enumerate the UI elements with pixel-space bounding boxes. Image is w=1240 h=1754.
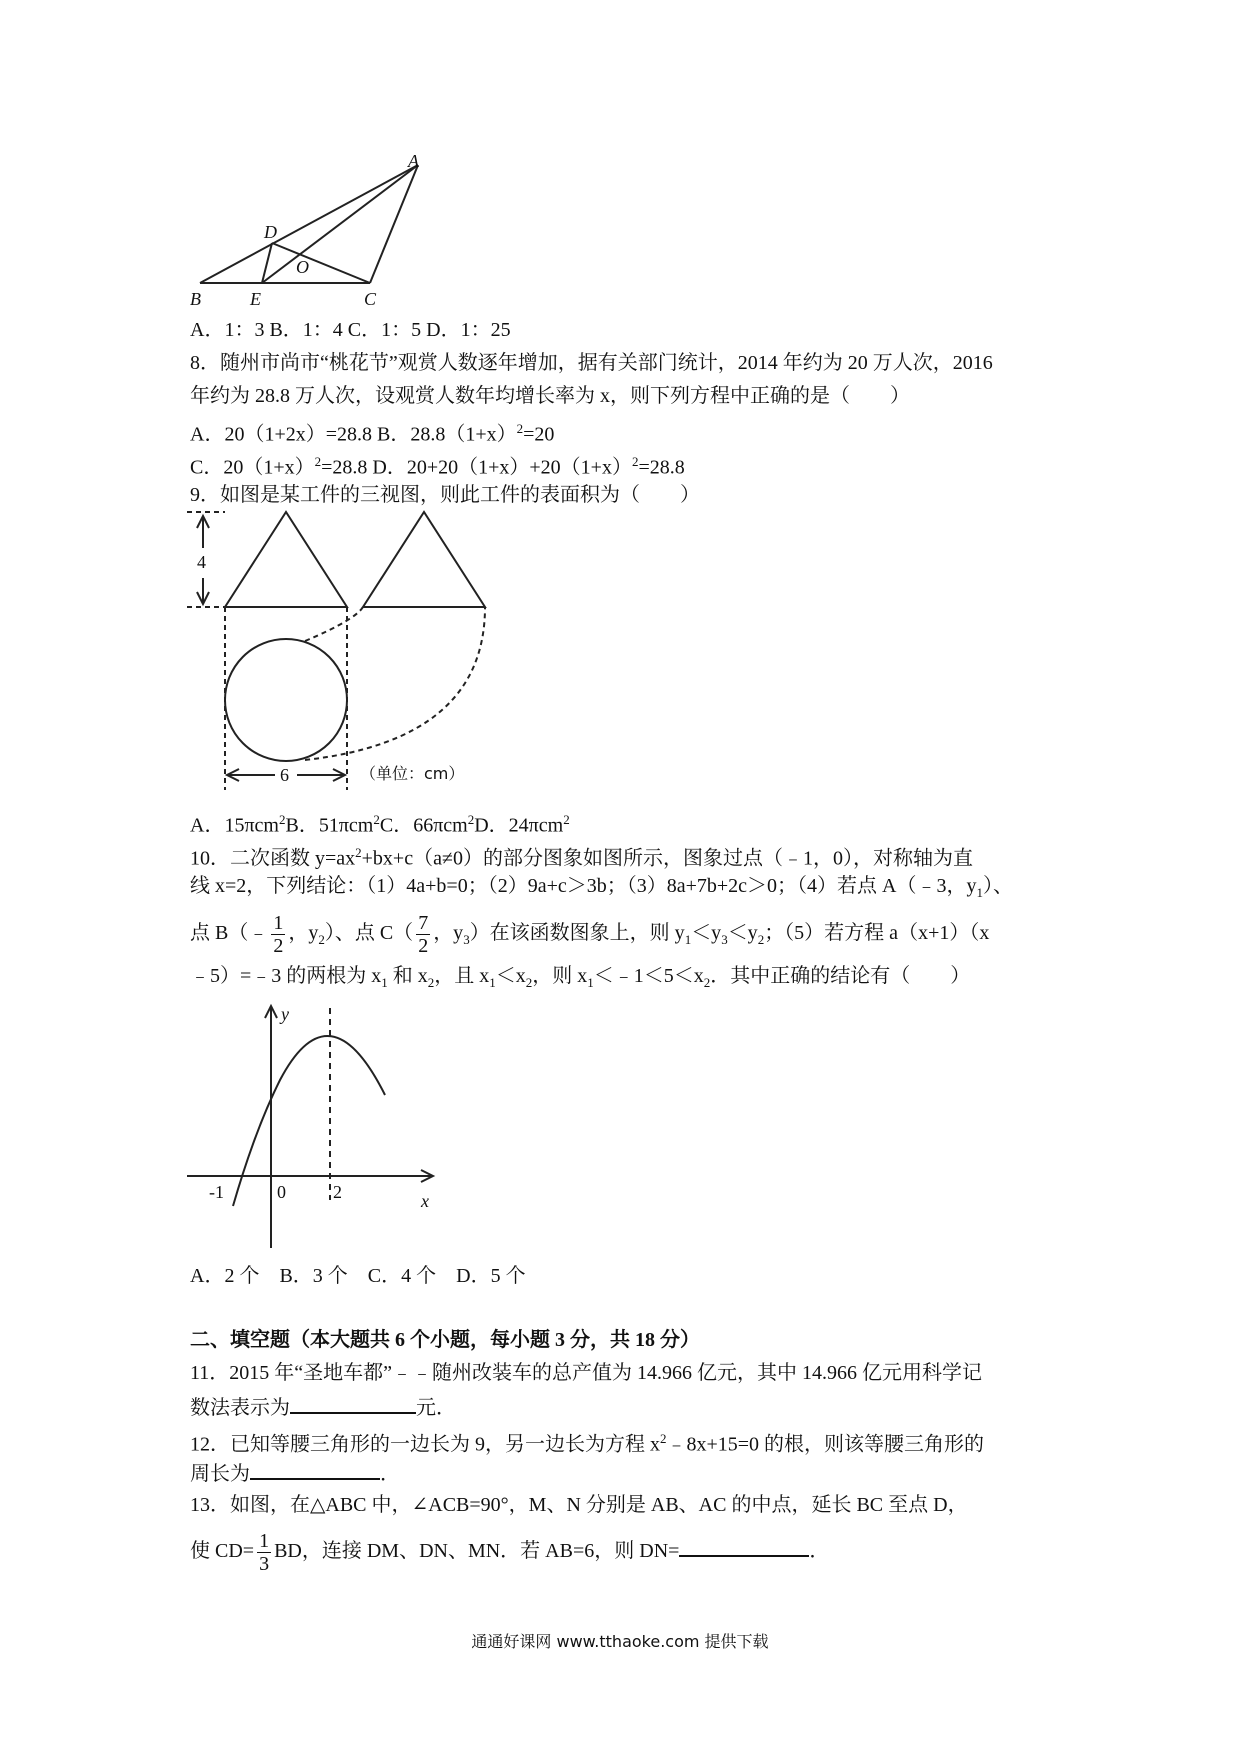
unit-label: （单位：cm） (360, 764, 465, 783)
q13-line1: 13．如图，在△ABC 中，∠ACB=90°，M、N 分别是 AB、AC 的中点，延长 BC 至点 D， (190, 1494, 968, 1516)
height-label: 4 (197, 552, 206, 572)
tick-neg1: -1 (209, 1182, 224, 1202)
q9-stem: 9．如图是某工件的三视图，则此工件的表面积为（ ） (190, 484, 700, 506)
q10-line3: 点 B（﹣ $\frac{1}{2}$ ，$y_2$）、点 C（ $\frac{7}{2}$ ，$y_3$）在该函数图象上，则 $y_1<y_3<y_2$；（5）若方程 a（x+1）（x (190, 912, 990, 957)
parabola-curve (233, 1036, 385, 1206)
segment-dc (272, 243, 370, 283)
label-a: A (408, 155, 419, 171)
q10-line2: 线 x=2，下列结论：（1）4a+b=0；（2）9a+c＞3b；（3）8a+7b+2c＞0；（4）若点 A（﹣3，$y_1$）、 (190, 875, 1014, 900)
q8-options-ab: A．20（1+2x）=28.8 B．$28.8(1+x)^2=20$ (190, 421, 555, 446)
q11-answer-blank[interactable] (290, 1392, 416, 1414)
q10-line1: 10．二次函数 $y=ax^2+bx+c(a\ne 0)$的部分图象如图所示，图象过点（﹣1，0），对称轴为直 (190, 845, 973, 870)
q12-answer-blank[interactable] (250, 1458, 380, 1480)
label-c: C (364, 289, 377, 309)
parabola-graph-q10 (185, 1000, 445, 1255)
q13-answer-blank[interactable] (679, 1535, 809, 1557)
segment-ba (200, 165, 418, 283)
footer-source: 通通好课网 www.tthaoke.com 提供下载 (471, 1632, 769, 1651)
fraction-one-third: $\frac{1}{3}$ (259, 1530, 270, 1575)
q8-opt-c: C．20（1+x） (190, 456, 315, 479)
projection-arc-outer (305, 607, 485, 760)
fraction-seven-halves: $\frac{7}{2}$ (418, 912, 429, 957)
q12-line1: 12．已知等腰三角形的一边长为 9，另一边长为方程 $x^2﹣8x+15=0$ 的根，则该等腰三角形的 (190, 1431, 985, 1456)
q8-opt-a: A．20（1+2x）=28.8 B．28.8（1+x） (190, 423, 517, 446)
q8-stem-line2: 年约为 28.8 万人次，设观赏人数年均增长率为 x，则下列方程中正确的是（ ） (190, 385, 910, 407)
q7-options: A．1：3 B．1：4 C．1：5 D．1：25 (190, 319, 511, 341)
side-view-triangle (363, 512, 485, 607)
x-axis-label: x (421, 1191, 429, 1211)
q8-stem-line1: 8．随州市尚市“桃花节”观赏人数逐年增加，据有关部门统计，2014 年约为 20 万人次，2016 (190, 352, 993, 374)
q10-options: A．2 个 B．3 个 C．4 个 D．5 个 (190, 1265, 526, 1287)
front-view-triangle (225, 512, 347, 607)
label-o: O (296, 257, 309, 277)
projection-arc-inner (305, 607, 363, 641)
label-e: E (250, 289, 261, 309)
q13-line2: 使 CD= $\frac{1}{3}$ BD，连接 DM、DN、MN．若 AB=6，则 DN= ． (190, 1530, 830, 1575)
q8-options-cd: C．$20(1+x)^2=28.8$ D．$20+20(1+x)+20(1+x)^2=28.8$ (190, 454, 685, 479)
q12-line2: 周长为 ． (190, 1458, 400, 1488)
tick-zero: 0 (277, 1182, 286, 1202)
top-view-circle (225, 639, 347, 761)
fraction-one-half: $\frac{1}{2}$ (273, 912, 284, 957)
q11-line2: 数法表示为 元． (190, 1392, 456, 1422)
q9-options: A．15πcm$^2$B．51πcm$^2$C．66πcm$^2$D．24πcm$^2$ (190, 812, 570, 837)
q11-line1: 11．2015 年“圣地车都”﹣﹣随州改装车的总产值为 14.966 亿元，其中 14.966 亿元用科学记 (190, 1362, 983, 1384)
label-d: D (264, 222, 277, 242)
q10-line4: ﹣5）=﹣3 的两根为 $x_1$ 和 $x_2$，且 $x_1<x_2$，则 $x_1<﹣1<5<x_2$．其中正确的结论有（ ） (190, 965, 971, 990)
label-b: B (190, 289, 201, 309)
triangle-figure-q7 (190, 155, 430, 310)
tick-two: 2 (333, 1182, 342, 1202)
y-axis-label: y (281, 1004, 289, 1024)
three-view-figure-q9 (185, 510, 515, 800)
width-label: 6 (280, 765, 289, 785)
section-2-title: 二、填空题（本大题共 6 个小题，每小题 3 分，共 18 分） (190, 1329, 700, 1351)
